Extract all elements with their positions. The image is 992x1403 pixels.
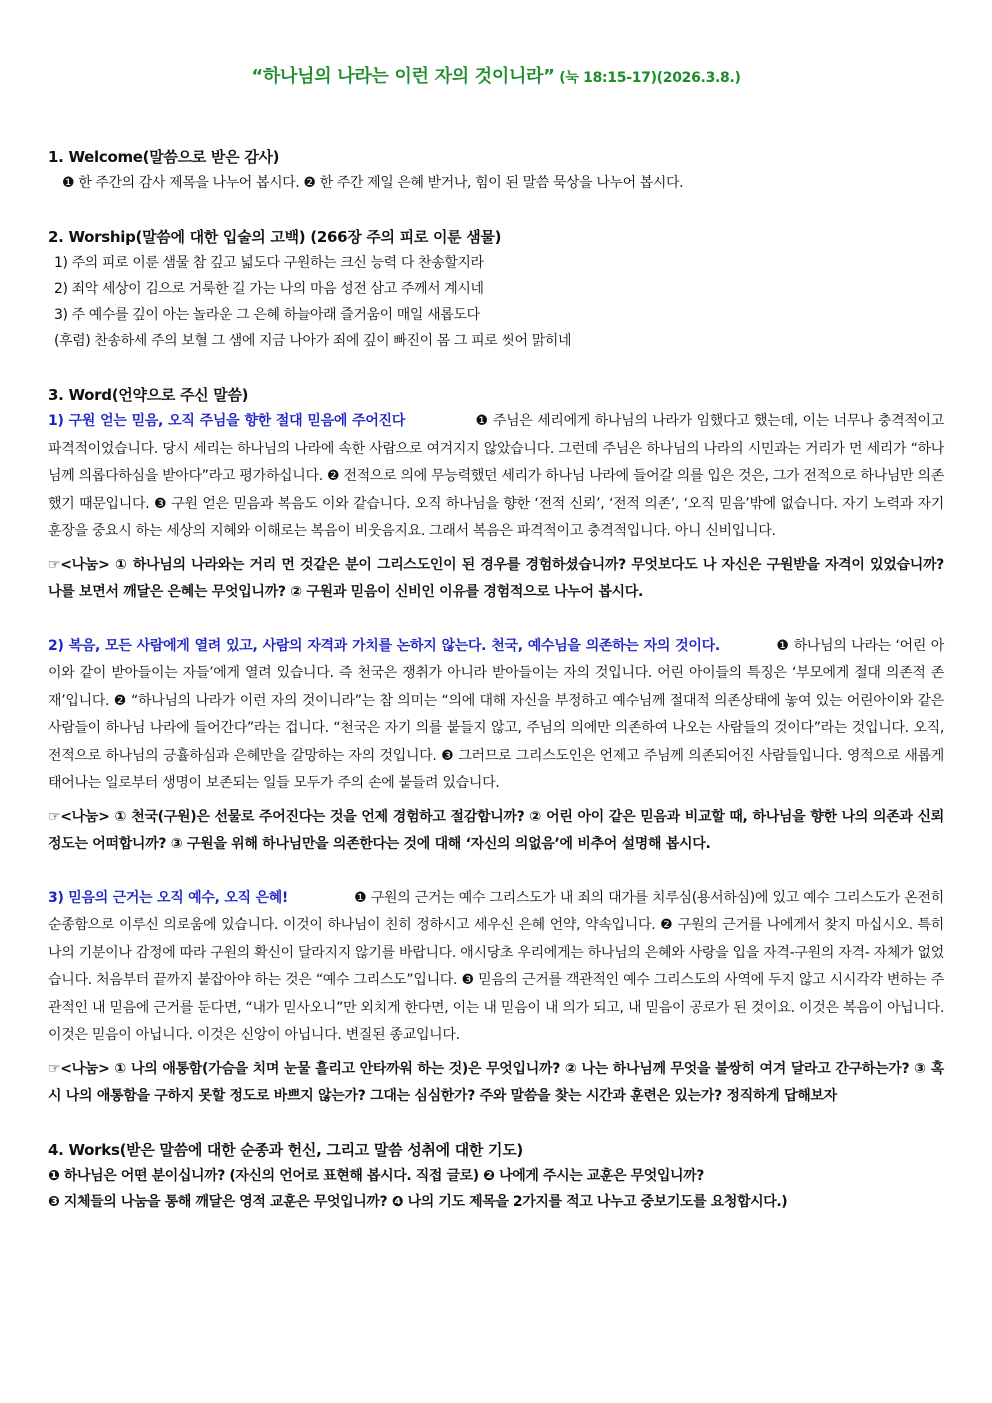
welcome-line: ❶ 한 주간의 감사 제목을 나누어 봅시다. ❷ 한 주간 제일 은혜 받거나, 힘이 된 말씀 묵상을 나누어 봅시다. [62, 175, 684, 191]
paragraph-text: ❶ 구원의 근거는 예수 그리스도가 내 죄의 대가를 치루심(용서하심)에 있고 예수 그리스도가 온전히 순종함으로 이루신 의로움에 있습니다. 이것이 하나님이 친히 정하시고 세우신 은혜 언약, 약속입니다. ❷ 구원의 근거를 나에게서 찾지 마십시오. 특히 나의 기분이나 감정에 따라 구원의 확신이 달라지지 않기를 바랍니다. 애시당초 우리에게는 하나님의 은혜와 사랑을 입을 자격-구원의 자격- 자체가 없었습니다. 처음부터 끝까지 붙잡아야 하는 것은 “예수 그리스도”입니다. ❸ 믿음의 근거를 객관적인 예수 그리스도의 사역에 두지 않고 시시각각 변하는 주관적인 내 믿음에 근거를 둔다면, “내가 믿사오니”만 외치게 한다면, 이는 내 믿음이 내 의가 되고, 내 믿음이 공로가 된 것이요. 이것은 복음이 아닙니다. 이것은 믿음이 아닙니다. 이것은 신앙이 아닙니다. 변질된 종교입니다. [48, 889, 944, 1043]
discussion-questions: ☞<나눔> ① 하나님의 나라와는 거리 먼 것같은 분이 그리스도인이 된 경우를 경험하셨습니까? 무엇보다도 나 자신은 구원받을 자격이 있었습니까? 나를 보면서 깨달은 은혜는 무엇입니까? ② 구원과 믿음이 신비인 이유를 경험적으로 나누어 봅시다. [48, 556, 944, 600]
word-paragraph-2 [48, 633, 944, 798]
section-heading: 4. Works(받은 말씀에 대한 순종과 헌신, 그리고 말씀 성취에 대한 기도) [48, 1140, 523, 1159]
hymn-verse: 1) 주의 피로 이룬 샘물 참 깊고 넓도다 구원하는 크신 능력 다 찬송할지라 [54, 255, 484, 271]
paragraph-text: ❶ 하나님의 나라는 ‘어린 아이와 같이 받아들이는 자들’에게 열려 있습니다. 즉 천국은 쟁취가 아니라 받아들이는 자의 것입니다. 어린 아이들의 특징은 ‘부모에게 절대 의존적 존재’입니다. ❷ “하나님의 나라가 이런 자의 것이니라”는 참 의미는 “의에 대해 자신을 부정하고 예수님께 절대적 의존상태에 놓여 있는 어린아이와 같은 사람들이 하나님 나라에 들어간다”라는 겁니다. “천국은 자기 의를 붙들지 않고, 주님의 의에만 의존하여 나오는 사람들의 것이다”라는 것입니다. 오직, 전적으로 하나님의 긍휼하심과 은혜만을 갈망하는 자의 것입니다. ❸ 그러므로 그리스도인은 언제고 주님께 의존되어진 사람들입니다. 영적으로 새롭게 태어나는 일로부터 생명이 보존되는 일들 모두가 주의 손에 붙들려 있습니다. [48, 637, 944, 791]
subheading: 1) 구원 얻는 믿음, 오직 주님을 향한 절대 믿음에 주어진다 [48, 413, 405, 429]
hymn-chorus: (후렴) 찬송하세 주의 보혈 그 샘에 지금 나아가 죄에 깊이 빠진이 몸 그 피로 씻어 맑히네 [54, 333, 572, 349]
discussion-questions: ☞<나눔> ① 나의 애통함(가슴을 치며 눈물 흘리고 안타까워 하는 것)은 무엇입니까? ② 나는 하나님께 무엇을 불쌍히 여겨 달라고 간구하는가? ③ 혹시 나의 애통함을 구하지 못할 정도로 바쁘지 않는가? 그대는 심심한가? 주와 말씀을 찾는 시간과 훈련은 있는가? 정직하게 답해보자 [48, 1060, 944, 1104]
title-main: “하나님의 나라는 이런 자의 것이니라” [251, 66, 555, 87]
section-heading: 2. Worship(말씀에 대한 입술의 고백) (266장 주의 피로 이룬 샘물) [48, 228, 502, 246]
hymn-verse: 2) 죄악 세상이 김으로 거룩한 길 가는 나의 마음 성전 삼고 주께서 계시네 [54, 281, 484, 297]
section-heading: 3. Word(언약으로 주신 말씀) [48, 386, 249, 404]
word-paragraph-3 [48, 885, 944, 1050]
section-works [48, 1137, 944, 1215]
worksheet-page [48, 62, 944, 1215]
hymn-verse: 3) 주 예수를 깊이 아는 놀라운 그 은혜 하늘아래 즐거움이 매일 새롭도다 [54, 307, 480, 323]
section-heading: 1. Welcome(말씀으로 받은 감사) [48, 148, 280, 166]
works-line: ❶ 하나님은 어떤 분이십니까? (자신의 언어로 표현해 봅시다. 직접 글로) ❷ 나에게 주시는 교훈은 무엇입니까? [48, 1167, 704, 1184]
subheading: 2) 복음, 모든 사람에게 열려 있고, 사람의 자격과 가치를 논하지 않는다. 천국, 예수님을 의존하는 자의 것이다. [48, 637, 720, 654]
section-worship [48, 224, 944, 354]
section-welcome [48, 144, 944, 196]
section-word [48, 382, 944, 1111]
paragraph-text: ❶ 주님은 세리에게 하나님의 나라가 임했다고 했는데, 이는 너무나 충격적이고 파격적이었습니다. 당시 세리는 하나님의 나라에 속한 사람으로 여겨지지 않았습니다. 그런데 주님은 하나님의 나라의 시민과는 거리가 먼 세리가 “하나님께 의롭다하심을 받아다”라고 평가하십니다. ❷ 전적으로 의에 무능력했던 세리가 하나님 나라에 들어갈 의를 입은 것은, 그가 전적으로 하나님만 의존했기 때문입니다. ❸ 구원 얻은 믿음과 복음도 이와 같습니다. 오직 하나님을 향한 ‘전적 신뢰’, ‘전적 의존’, ‘오직 믿음’밖에 없습니다. 자기 노력과 자기 훈장을 중요시 하는 세상의 지혜와 이해로는 복음이 비웃음지요. 그래서 복음은 파격적이고 충격적입니다. 아니 신비입니다. [48, 413, 944, 539]
discussion-questions: ☞<나눔> ① 천국(구원)은 선물로 주어진다는 것을 언제 경험하고 절감합니까? ② 어린 아이 같은 믿음과 비교할 때, 하나님을 향한 나의 의존과 신뢰 정도는 어떠합니까? ③ 구원을 위해 하나님만을 의존한다는 것에 대해 ‘자신의 의없음’에 비추어 설명해 봅시다. [48, 808, 944, 852]
works-line: ❸ 지체들의 나눔을 통해 깨달은 영적 교훈은 무엇입니까? ❹ 나의 기도 제목을 2가지를 적고 나누고 중보기도를 요청합시다.) [48, 1193, 788, 1210]
subheading: 3) 믿음의 근거는 오직 예수, 오직 은혜! [48, 889, 289, 906]
word-paragraph-1 [48, 408, 944, 546]
title-reference: (눅 18:15-17)(2026.3.8.) [554, 70, 741, 86]
page-title [48, 62, 944, 88]
